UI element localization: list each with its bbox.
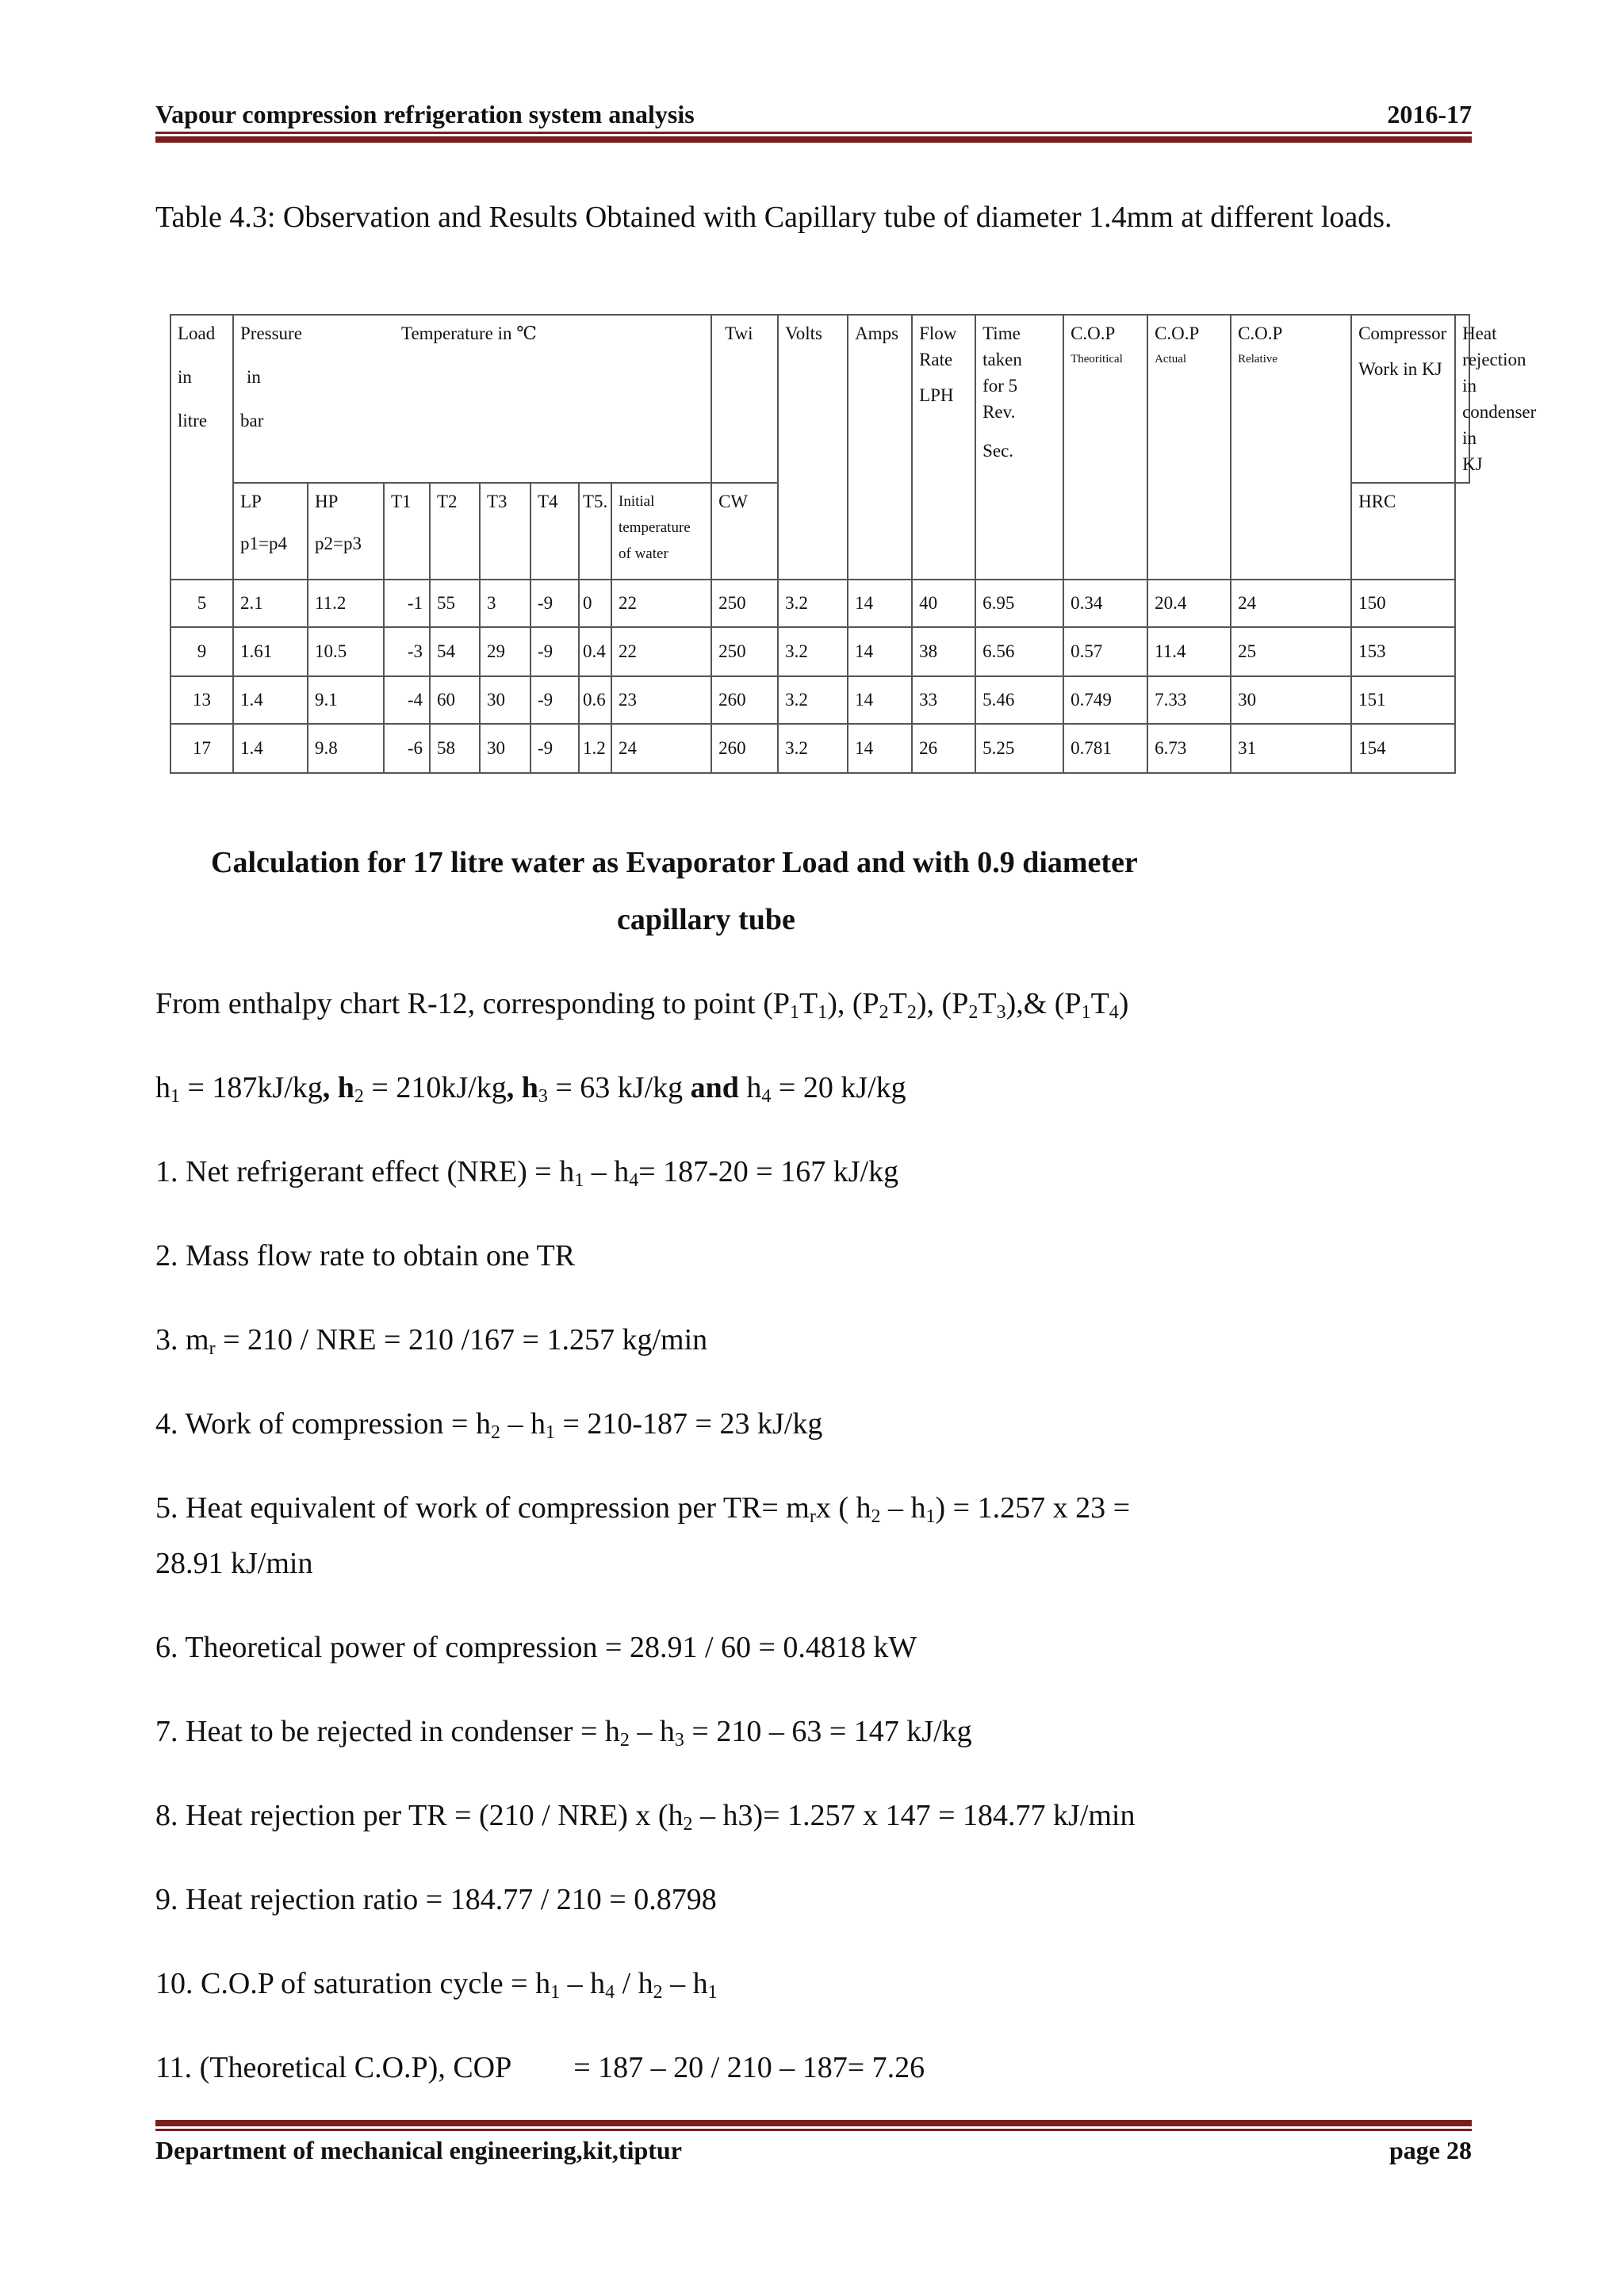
- header-rule-thin: [155, 132, 1472, 134]
- col-cop-relative: C.O.P Relative: [1231, 315, 1351, 580]
- footer-page-number: page 28: [1389, 2136, 1472, 2164]
- footer-rule-thick: [155, 2120, 1472, 2126]
- col-hp: HP p2=p3: [308, 483, 384, 580]
- calc-line-9: 9. Heat rejection ratio = 184.77 / 210 = 0.8798: [155, 1883, 717, 1916]
- calc-line-5-continued: 28.91 kJ/min: [155, 1547, 313, 1580]
- observation-table: [170, 314, 1537, 774]
- table-header-row-1: [170, 315, 1469, 483]
- table-row: 9 1.61 10.5 -3 54 29 -9 0.4 22 250 3.2 14 38 6.56 0.57 11.4 25 153: [170, 627, 1469, 676]
- col-t2: T2: [430, 483, 480, 580]
- col-pressure: Pressure in bar: [233, 315, 308, 483]
- col-lp: LP p1=p4: [233, 483, 308, 580]
- calc-line-1: 1. Net refrigerant effect $(NRE) = h_1 - h_4= 187-20 = 167$ kJ/kg: [155, 1155, 899, 1191]
- col-twi: Twi: [711, 315, 778, 483]
- col-temperature: Temperature in ℃: [308, 315, 711, 483]
- footer-rule-thin: [155, 2129, 1472, 2131]
- calc-line-6: 6. Theoretical power of compression = 28.91 / 60 = 0.4818 kW: [155, 1631, 917, 1664]
- col-volts: Volts: [778, 315, 848, 580]
- section-heading-line-2: capillary tube: [617, 903, 795, 936]
- col-time: Time taken for 5 Rev. Sec.: [975, 315, 1063, 580]
- col-cop-actual: C.O.P Actual: [1147, 315, 1231, 580]
- col-hrc: HRC: [1351, 483, 1455, 580]
- footer-department: Department of mechanical engineering,kit,tiptur: [155, 2136, 682, 2164]
- table-row: 17 1.4 9.8 -6 58 30 -9 1.2 24 260 3.2 14 26 5.25 0.781 6.73 31 154: [170, 724, 1469, 773]
- calc-line-7: 7. Heat to be rejected in condenser = $h_2 - h_3 = 210 - 63 = 147$ kJ/kg: [155, 1715, 972, 1751]
- header-title: Vapour compression refrigeration system analysis: [155, 100, 695, 128]
- page-header: [155, 94, 1472, 133]
- enthalpy-values-line: $h_1 = 187kJ/kg$, $h_2 = 210kJ/kg$, $h_3 = 63$ kJ/kg and $h_4 = 20$ kJ/kg: [155, 1071, 906, 1107]
- section-heading-line-1: Calculation for 17 litre water as Evaporator Load and with 0.9 diameter: [211, 846, 1138, 879]
- col-t1: T1: [384, 483, 430, 580]
- table-row: 5 2.1 11.2 -1 55 3 -9 0 22 250 3.2 14 40 6.95 0.34 20.4 24 150: [170, 580, 1469, 627]
- col-flow: Flow Rate LPH: [912, 315, 975, 580]
- calc-line-3: 3. $m_r = 210$ / NRE = 210 /167 = 1.257 kg/min: [155, 1323, 708, 1359]
- col-load: Load in litre: [170, 315, 233, 580]
- calc-line-4: 4. Work of compression = $h_2 - h_1 = 210-187 = 23$ kJ/kg: [155, 1407, 823, 1443]
- calc-line-2: 2. Mass flow rate to obtain one TR: [155, 1239, 576, 1272]
- col-t5: T5.: [579, 483, 611, 580]
- calc-line-8: 8. Heat rejection per TR = (210 / NRE) x $(h_2 - h3)= 1.257$ x 147 = 184.77 kJ/min: [155, 1799, 1136, 1835]
- calc-line-5: 5. Heat equivalent of work of compression per $TR= m_rx$ ( $h_2 - h_1) = 1.257$ x 23 =: [155, 1491, 1131, 1527]
- calc-line-11: 11. (Theoretical C.O.P), COP = 187 – 20 / 210 – 187= 7.26: [155, 2051, 925, 2084]
- col-twi-note: Initial temperature of water: [611, 483, 711, 580]
- calc-line-10: 10. C.O.P of saturation cycle = $h_1 - h_4 / h_2 - h_1$: [155, 1967, 718, 2003]
- col-cw: CW: [711, 483, 778, 580]
- col-t3: T3: [480, 483, 530, 580]
- header-year: 2016-17: [1387, 100, 1472, 128]
- col-heat-rejection: Heat rejection in condenser in KJ: [1455, 315, 1469, 483]
- table-row: 13 1.4 9.1 -4 60 30 -9 0.6 23 260 3.2 14 33 5.46 0.749 7.33 30 151: [170, 676, 1469, 724]
- col-amps: Amps: [848, 315, 912, 580]
- header-rule-thick: [155, 136, 1472, 143]
- table-caption: Table 4.3: Observation and Results Obtained with Capillary tube of diameter 1.4mm at different loads.: [155, 201, 1392, 234]
- col-t4: T4: [530, 483, 579, 580]
- col-cop-theoretical: C.O.P Theoritical: [1063, 315, 1147, 580]
- col-compressor-work: Compressor Work in KJ: [1351, 315, 1455, 483]
- enthalpy-points-line: From enthalpy chart R-12, corresponding to point $(P_1T_1)$, $(P_2T_2)$, $(P_2T_3),\&$ $(P_1T_4)$: [155, 987, 1129, 1023]
